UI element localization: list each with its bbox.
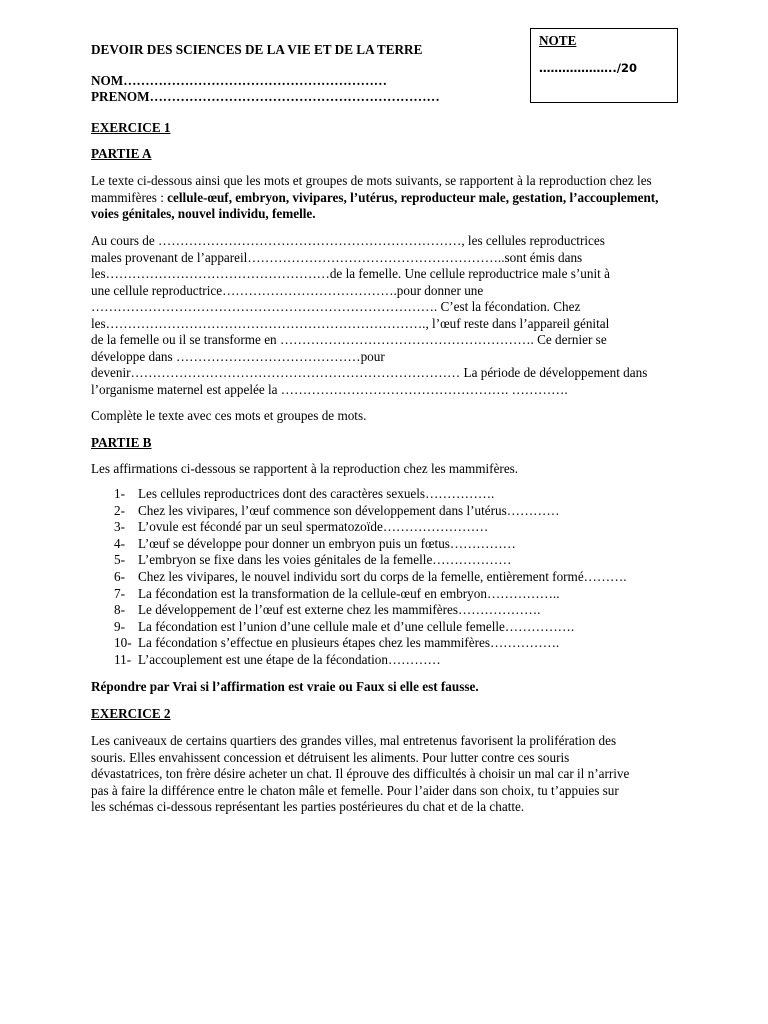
fill-text-line: Au cours de ……………………………………………………………, les cellules reproductrices bbox=[91, 233, 605, 248]
item-number: 2- bbox=[114, 502, 125, 518]
nom-field[interactable]: NOM…………………………………………………… bbox=[91, 73, 387, 88]
name-fields bbox=[91, 73, 440, 105]
partB-intro: Les affirmations ci-dessous se rapportent à la reproduction chez les mammifères. bbox=[91, 461, 519, 476]
item-text: L’ovule est fécondé par un seul spermatozoïde…………………… bbox=[138, 519, 489, 535]
partA-intro bbox=[91, 173, 681, 223]
item-number: 1- bbox=[114, 486, 125, 501]
item-text: Chez les vivipares, l’œuf commence son développement dans l’utérus………… bbox=[138, 502, 560, 518]
item-text: Chez les vivipares, le nouvel individu sort du corps de la femelle, entièrement formé………. bbox=[138, 568, 627, 584]
list-item bbox=[91, 552, 691, 569]
fill-text-line: les………………………………………………………………., l’œuf reste dans l’appareil génital bbox=[91, 315, 610, 331]
partB-heading-block bbox=[91, 435, 681, 452]
fill-text-line: de la femelle ou il se transforme en …………………………………………………. Ce dernier se bbox=[91, 332, 607, 347]
fill-text-line: développe dans ……………………………………pour bbox=[91, 348, 385, 364]
item-number: 10- bbox=[114, 635, 132, 651]
partA-instruction-block bbox=[91, 408, 681, 425]
item-number: 3- bbox=[114, 519, 125, 535]
exercise2-line: les schémas ci-dessous représentant les parties postérieures du chat et de la chatte. bbox=[91, 799, 525, 814]
exercise2-line: dévastatrices, ton frère désire acheter un chat. Il éprouve des difficultés à choisir un mal car il n’arrive bbox=[91, 766, 630, 781]
exercise2-heading-block bbox=[91, 706, 681, 723]
list-item bbox=[91, 486, 691, 503]
fill-text-line: devenir………………………………………………………………… La période de développement dans bbox=[91, 365, 648, 380]
prenom-field[interactable]: PRENOM………………………………………………………… bbox=[91, 89, 440, 104]
item-number: 11- bbox=[114, 651, 132, 667]
exercise2-line: pas à faire la différence entre le chaton mâle et femelle. Pour l’aider dans son choix, tu t’appuies sur bbox=[91, 782, 619, 798]
partA-heading: PARTIE A bbox=[91, 146, 152, 161]
fill-text-line: les……………………………………………de la femelle. Une cellule reproductrice male s’unit à bbox=[91, 266, 610, 281]
item-text: Les cellules reproductrices dont des caractères sexuels……………. bbox=[138, 486, 495, 501]
item-number: 6- bbox=[114, 568, 125, 584]
partA-fill-text bbox=[91, 233, 681, 398]
item-text: La fécondation est l’union d’une cellule male et d’une cellule femelle……………. bbox=[138, 618, 575, 634]
list-item bbox=[91, 619, 691, 636]
item-number: 4- bbox=[114, 535, 125, 551]
page-title: DEVOIR DES SCIENCES DE LA VIE ET DE LA TERRE bbox=[91, 42, 423, 57]
partB-intro-block bbox=[91, 461, 681, 478]
fill-text-line: males provenant de l’appareil…………………………………………………..sont émis dans bbox=[91, 249, 583, 265]
list-item bbox=[91, 586, 691, 603]
partA-instruction: Complète le texte avec ces mots et groupes de mots. bbox=[91, 408, 367, 423]
partA-heading-block bbox=[91, 146, 681, 163]
statement-list bbox=[91, 486, 691, 669]
fill-text-line: une cellule reproductrice………………………………….pour donner une bbox=[91, 282, 484, 298]
item-number: 7- bbox=[114, 585, 125, 601]
note-score-field[interactable]: ………………../20 bbox=[539, 61, 637, 75]
list-item bbox=[91, 503, 691, 520]
list-item bbox=[91, 635, 691, 652]
item-text: La fécondation est la transformation de la cellule-œuf en embryon…………….. bbox=[138, 585, 560, 601]
item-text: L’accouplement est une étape de la fécondation………… bbox=[138, 651, 441, 667]
list-item bbox=[91, 536, 691, 553]
exercise2-heading: EXERCICE 2 bbox=[91, 706, 171, 721]
list-item bbox=[91, 652, 691, 669]
partB-instruction: Répondre par Vrai si l’affirmation est vraie ou Faux si elle est fausse. bbox=[91, 679, 479, 694]
item-number: 5- bbox=[114, 552, 125, 568]
list-item bbox=[91, 602, 691, 619]
partA-word-list: cellule-œuf, embryon, vivipares, l’utérus, reproducteur male, gestation, l’accouplement, voies génitales, nouvel individu, femelle. bbox=[91, 189, 659, 221]
partB-instruction-block bbox=[91, 679, 681, 696]
note-label: NOTE bbox=[539, 33, 577, 48]
exercise2-line: Les caniveaux de certains quartiers des grandes villes, mal entretenus favorisent la prolifération des bbox=[91, 733, 617, 748]
note-box bbox=[530, 28, 678, 103]
exercise1-heading: EXERCICE 1 bbox=[91, 120, 171, 135]
item-number: 8- bbox=[114, 602, 125, 618]
item-text: Le développement de l’œuf est externe chez les mammifères………………. bbox=[138, 602, 541, 618]
item-text: L’embryon se fixe dans les voies génitales de la femelle……………… bbox=[138, 552, 512, 568]
fill-text-line: l’organisme maternel est appelée la ……………………………………………. …………. bbox=[91, 381, 568, 397]
partA-intro-text: Le texte ci-dessous ainsi que les mots et groupes de mots suivants, se rapportent à la reproduction chez les mammifères : bbox=[91, 173, 652, 205]
list-item bbox=[91, 569, 691, 586]
item-text: La fécondation s’effectue en plusieurs étapes chez les mammifères……………. bbox=[138, 635, 560, 651]
exercise1-heading-block bbox=[91, 120, 681, 137]
item-text: L’œuf se développe pour donner un embryon puis un fœtus…………… bbox=[138, 535, 516, 551]
item-number: 9- bbox=[114, 618, 125, 634]
list-item bbox=[91, 519, 691, 536]
exercise2-line: souris. Elles envahissent concession et détruisent les aliments. Pour lutter contre ces souris bbox=[91, 749, 570, 765]
partB-heading: PARTIE B bbox=[91, 435, 152, 450]
fill-text-line: ……………………………………………………………………. C’est la fécondation. Chez bbox=[91, 299, 581, 314]
exercise2-text bbox=[91, 733, 681, 816]
